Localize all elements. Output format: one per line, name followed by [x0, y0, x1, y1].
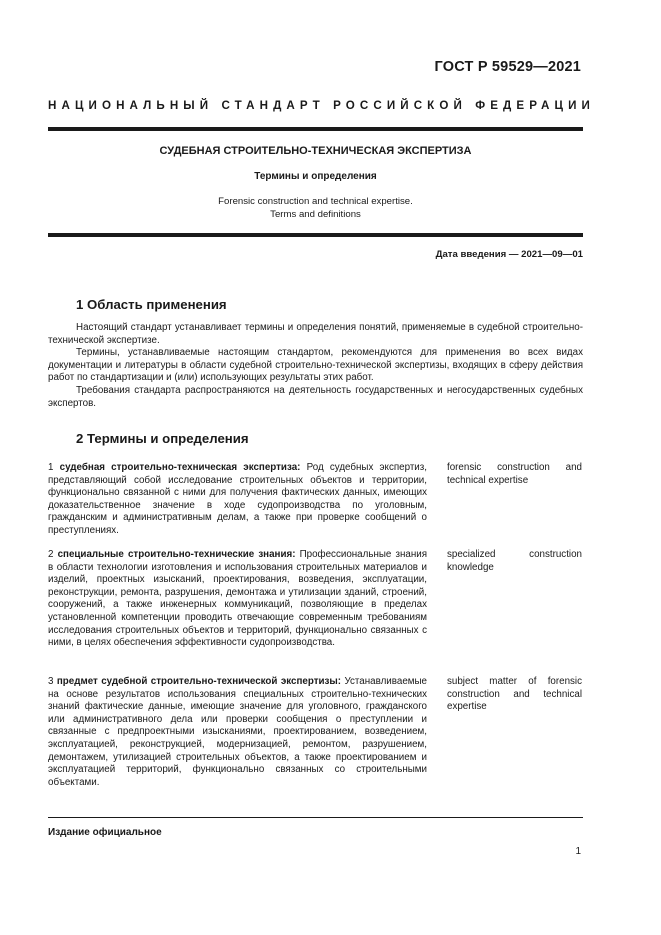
section-heading: 1 Область применения	[76, 297, 227, 312]
term-entry	[48, 549, 427, 650]
term-english: subject matter of forensic construction and technical expertise	[447, 676, 582, 713]
top-rule	[48, 127, 583, 131]
section-body	[48, 322, 583, 410]
term-entry	[48, 462, 427, 538]
term-english: specialized construction knowledge	[447, 549, 582, 573]
term-name: специальные строительно-технические знания:	[57, 549, 296, 560]
paragraph: Термины, устанавливаемые настоящим стандартом, рекомендуются для применения во всех видах документации и литературы в области судебной строительно-технической экспертизы, входящих в сферу действия работ по стандартизации и (или) использующих результаты этих работ.	[48, 347, 583, 384]
section-heading: 2 Термины и определения	[76, 431, 249, 446]
term-definition: Род судебных экспертиз, представляющий собой исследование строительных объектов и территории, функционально связанной с ними для получения фактических данных, имеющих доказательственное значение в ходе судопроизводства по уголовным, гражданским и административным делам, а также при проверке сообщений о преступлениях.	[48, 462, 427, 536]
term-definition: Профессиональные знания в области технологии изготовления и использования строительных материалов и изделий, проектных изысканий, проектирования, возведения, эксплуатации, реконструкции, ремонта, разрушения, демонтажа и утилизации зданий, строений, сооружений, а также инженерных коммуникаций, позволяющие в пределах установленной компетенции проводить отвечающие современным требованиям исследования строительных объектов и территорий, функционально связанных с ними, в целях обеспечения эффективности судопроизводства.	[48, 549, 428, 649]
term-english: forensic construction and technical expertise	[447, 462, 582, 486]
term-number: 1	[48, 462, 54, 473]
term-name: предмет судебной строительно-технической экспертизы:	[56, 676, 342, 687]
paragraph: Настоящий стандарт устанавливает термины и определения понятий, применяемые в судебной строительно-технической экспертизе.	[48, 322, 583, 346]
term-number: 2	[48, 549, 54, 560]
term-name: судебная строительно-техническая экспертиза:	[59, 462, 301, 473]
english-title	[48, 196, 583, 221]
introduction-date: Дата введения — 2021—09—01	[435, 249, 583, 260]
document-code: ГОСТ Р 59529—2021	[434, 59, 581, 75]
term-definition: Устанавливаемые на основе результатов использования специальных строительно-технических знаний фактические данные, имеющие значение для уголовного, гражданского или административного дела или проверки сообщения о преступлении и связанные с предпроектными изысканиями, проектированием, возведением, эксплуатацией, реконструкцией, модернизацией, ремонтом, разрушением, демонтажем, утилизацией строительных объектов, а также проектированием и эксплуатацией территорий, функционально связанных со строительными объектами.	[48, 676, 427, 788]
term-number: 3	[48, 676, 54, 687]
standard-title: НАЦИОНАЛЬНЫЙ СТАНДАРТ РОССИЙСКОЙ ФЕДЕРАЦИИ	[48, 99, 595, 112]
term-entry	[48, 676, 427, 789]
document-subtitle: Термины и определения	[254, 171, 377, 182]
english-title-line: Forensic construction and technical expertise.	[218, 196, 413, 207]
title-bottom-rule	[48, 233, 583, 237]
page-number: 1	[575, 846, 581, 857]
document-title: СУДЕБНАЯ СТРОИТЕЛЬНО-ТЕХНИЧЕСКАЯ ЭКСПЕРТИЗА	[159, 145, 472, 157]
english-title-line: Terms and definitions	[270, 208, 361, 220]
edition-label: Издание официальное	[48, 827, 162, 838]
paragraph: Требования стандарта распространяются на деятельность государственных и негосударственных судебных экспертов.	[48, 384, 583, 409]
footer-rule	[48, 817, 583, 818]
